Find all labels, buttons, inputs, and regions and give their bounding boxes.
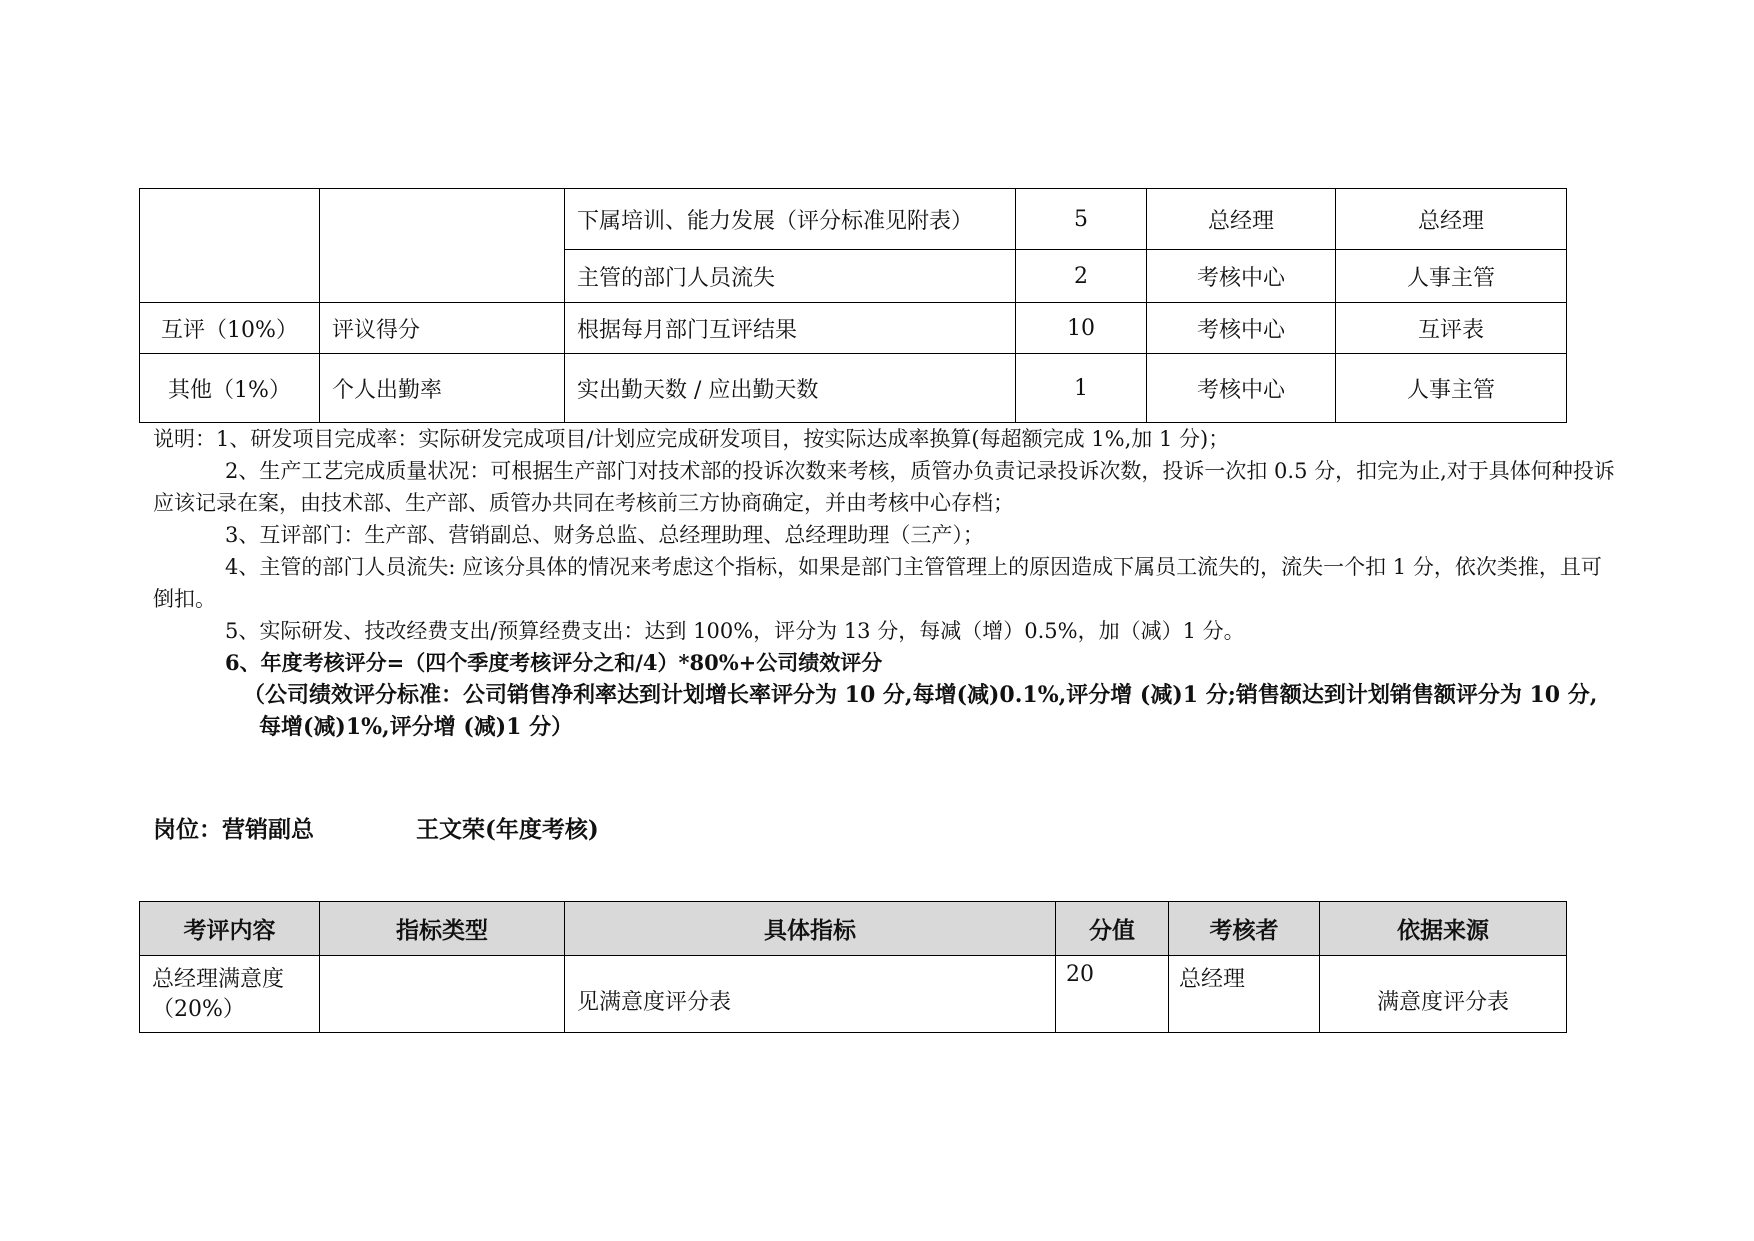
- score-cell: 10: [1016, 303, 1147, 354]
- note-4: 4、主管的部门人员流失: 应该分具体的情况来考虑这个指标，如果是部门主管管理上的原因造成下属员工流失的，流失一个扣 1 分，依次类推，且可倒扣。: [153, 555, 1602, 611]
- score-cell: 1: [1016, 354, 1147, 423]
- column-header: 考核者: [1169, 902, 1320, 956]
- annual-assessment-table: [139, 901, 1567, 1033]
- score-cell: 2: [1016, 250, 1147, 303]
- note-3: 3、互评部门：生产部、营销副总、财务总监、总经理助理、总经理助理（三产）；: [225, 523, 984, 547]
- assessor-cell: 总经理: [1147, 189, 1336, 250]
- person-label: 王文荣(年度考核): [416, 816, 599, 843]
- note-2: 2、生产工艺完成质量状况：可根据生产部门对技术部的投诉次数来考核，质管办负责记录投诉次数，投诉一次扣 0.5 分，扣完为止,对于具体何种投诉应该记录在案，由技术部、生产部、质管办共同在考核前三方协商确定，并由考核中心存档；: [153, 459, 1615, 515]
- indicator-type-cell: [320, 956, 565, 1033]
- column-header: 分值: [1056, 902, 1169, 956]
- indicator-type-cell: [320, 189, 565, 303]
- indicator-cell: 主管的部门人员流失: [565, 250, 1016, 303]
- assessor-cell: 考核中心: [1147, 354, 1336, 423]
- table-header-row: [140, 902, 1567, 956]
- position-label: 岗位：营销副总: [153, 816, 314, 843]
- indicator-cell: 实出勤天数 / 应出勤天数: [565, 354, 1016, 423]
- indicator-cell: 下属培训、能力发展（评分标准见附表）: [565, 189, 1016, 250]
- category-cell: [140, 189, 320, 303]
- note-6: 6、年度考核评分=（四个季度考核评分之和/4）*80%+公司绩效评分: [225, 650, 883, 675]
- category-cell: 其他（1%）: [140, 354, 320, 423]
- table-row: [140, 956, 1567, 1033]
- assessor-cell: 总经理: [1169, 956, 1320, 1033]
- note-5: 5、实际研发、技改经费支出/预算经费支出：达到 100%，评分为 13 分，每减（增）0.5%，加（减）1 分。: [225, 619, 1245, 643]
- table-row: [140, 189, 1567, 250]
- table-row: [140, 303, 1567, 354]
- assessor-cell: 考核中心: [1147, 303, 1336, 354]
- category-cell: 总经理满意度（20%）: [140, 956, 320, 1033]
- assessor-cell: 考核中心: [1147, 250, 1336, 303]
- indicator-type-cell: 评议得分: [320, 303, 565, 354]
- table-row: [140, 354, 1567, 423]
- source-cell: 人事主管: [1336, 250, 1567, 303]
- score-cell: 5: [1016, 189, 1147, 250]
- indicator-type-cell: 个人出勤率: [320, 354, 565, 423]
- source-cell: 满意度评分表: [1320, 956, 1567, 1033]
- post-heading: [153, 811, 599, 844]
- notes-section: [153, 423, 1619, 743]
- score-cell: 20: [1056, 956, 1169, 1033]
- source-cell: 人事主管: [1336, 354, 1567, 423]
- column-header: 考评内容: [140, 902, 320, 956]
- note-7: （公司绩效评分标准：公司销售净利率达到计划增长率评分为 10 分,每增(减)0.1%,评分增 (减)1 分;销售额达到计划销售额评分为 10 分, 每增(减)1%,评分增 (减)1 分）: [243, 682, 1598, 740]
- column-header: 依据来源: [1320, 902, 1567, 956]
- note-1: 说明：1、研发项目完成率：实际研发完成项目/计划应完成研发项目，按实际达成率换算(每超额完成 1%,加 1 分)；: [153, 427, 1230, 451]
- source-cell: 互评表: [1336, 303, 1567, 354]
- column-header: 具体指标: [565, 902, 1056, 956]
- indicator-cell: 见满意度评分表: [565, 956, 1056, 1033]
- source-cell: 总经理: [1336, 189, 1567, 250]
- category-cell: 互评（10%）: [140, 303, 320, 354]
- indicator-cell: 根据每月部门互评结果: [565, 303, 1016, 354]
- column-header: 指标类型: [320, 902, 565, 956]
- assessment-table-continued: [139, 188, 1567, 423]
